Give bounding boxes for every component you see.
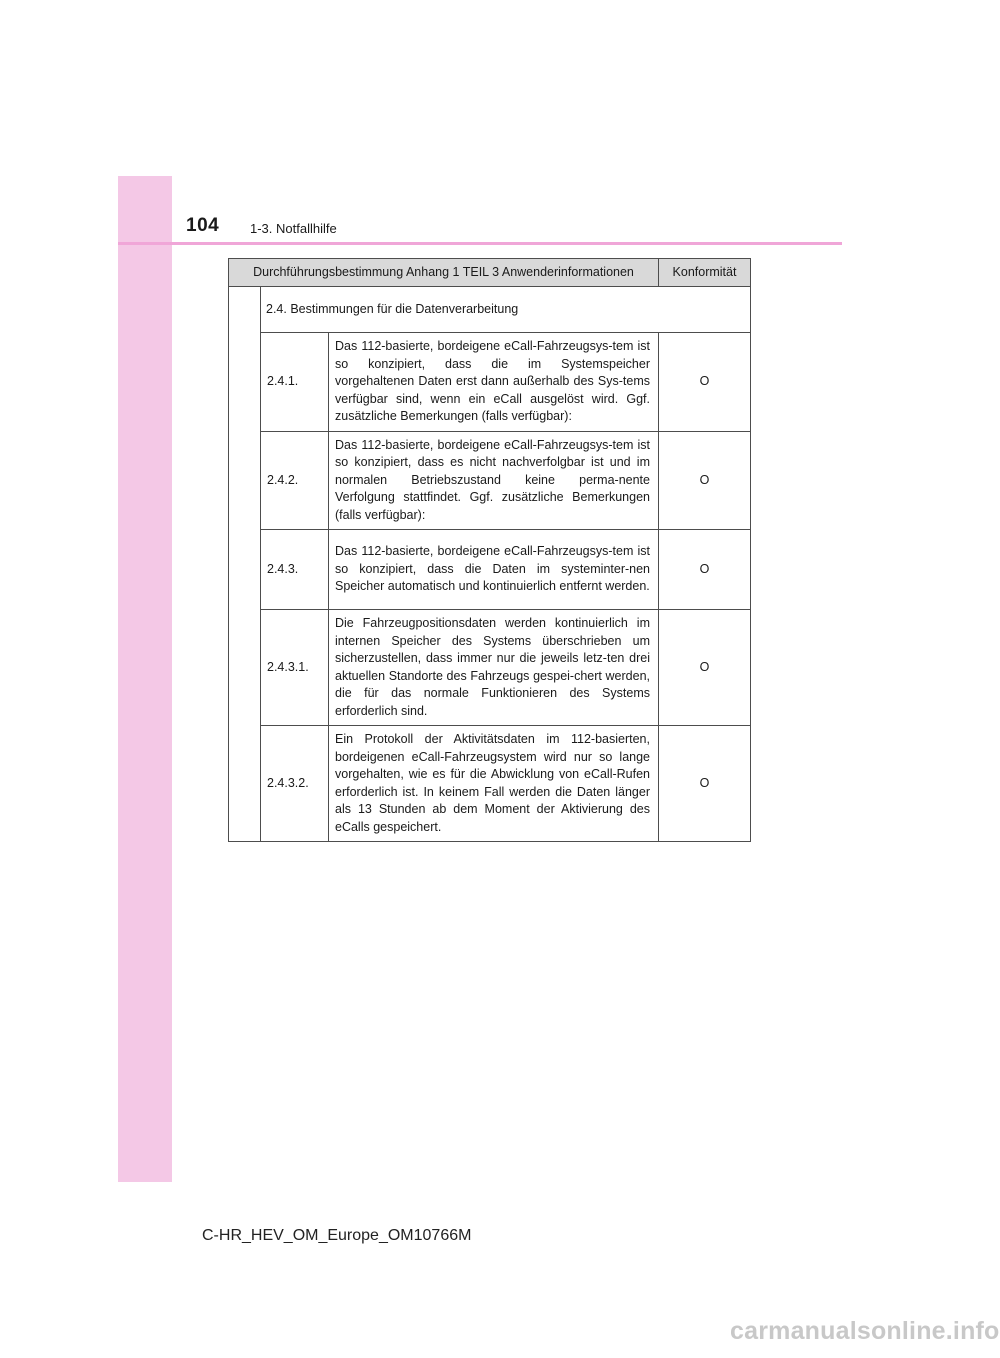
table-row bbox=[229, 530, 751, 610]
compliance-table bbox=[228, 258, 751, 842]
column-header-conformity: Konformität bbox=[659, 259, 751, 287]
row-conformity: O bbox=[659, 726, 751, 842]
row-number: 2.4.3.2. bbox=[261, 726, 329, 842]
row-number: 2.4.3.1. bbox=[261, 610, 329, 726]
document-id-footer: C-HR_HEV_OM_Europe_OM10766M bbox=[202, 1227, 472, 1244]
chapter-side-band bbox=[118, 176, 172, 1182]
table-row bbox=[229, 431, 751, 530]
row-number: 2.4.2. bbox=[261, 431, 329, 530]
row-conformity: O bbox=[659, 431, 751, 530]
row-text: Das 112-basierte, bordeigene eCall-Fahrzeugsys-tem ist so konzipiert, dass die im Systemspeicher vorgehaltenen Daten erst dann außerhalb des Sys-tems verfügbar sind, wenn ein eCall ausgelöst wird. Ggf. zusätzliche Bemerkungen (falls verfügbar): bbox=[329, 333, 659, 432]
table-row bbox=[229, 610, 751, 726]
section-heading: 2.4. Bestimmungen für die Datenverarbeitung bbox=[261, 287, 751, 333]
section-heading-row bbox=[229, 287, 751, 333]
row-conformity: O bbox=[659, 333, 751, 432]
row-text: Das 112-basierte, bordeigene eCall-Fahrzeugsys-tem ist so konzipiert, dass die Daten im systeminter-nen Speicher automatisch und kontinuierlich entfernt werden. bbox=[329, 530, 659, 610]
row-number: 2.4.3. bbox=[261, 530, 329, 610]
indent-cell bbox=[229, 287, 261, 842]
row-text: Die Fahrzeugpositionsdaten werden kontinuierlich im internen Speicher des Systems überschrieben um sicherzustellen, dass immer nur die jeweils letz-ten drei aktuellen Standorte des Fahrzeugs gespei-chert werden, die für das normale Funktionieren des Systems erforderlich sind. bbox=[329, 610, 659, 726]
section-title: 1-3. Notfallhilfe bbox=[250, 221, 337, 236]
row-conformity: O bbox=[659, 530, 751, 610]
watermark: carmanualsonline.info bbox=[730, 1317, 1000, 1345]
row-text: Ein Protokoll der Aktivitätsdaten im 112-basierten, bordeigenen eCall-Fahrzeugsystem wird nur so lange vorgehalten, wie es für die Abwicklung von eCall-Rufen erforderlich ist. In keinem Fall werden die Daten länger als 13 Stunden ab dem Moment der Aktivierung des eCalls gespeichert. bbox=[329, 726, 659, 842]
table-row bbox=[229, 726, 751, 842]
column-header-requirement: Durchführungsbestimmung Anhang 1 TEIL 3 Anwenderinformationen bbox=[229, 259, 659, 287]
table-row bbox=[229, 333, 751, 432]
page-number: 104 bbox=[186, 215, 220, 236]
header-rule bbox=[118, 242, 842, 245]
row-text: Das 112-basierte, bordeigene eCall-Fahrzeugsys-tem ist so konzipiert, dass es nicht nachverfolgbar ist und im normalen Betriebszustand keine perma-nente Verfolgung stattfindet. Ggf. zusätzliche Bemerkungen (falls verfügbar): bbox=[329, 431, 659, 530]
table-header-row bbox=[229, 259, 751, 287]
row-number: 2.4.1. bbox=[261, 333, 329, 432]
row-conformity: O bbox=[659, 610, 751, 726]
